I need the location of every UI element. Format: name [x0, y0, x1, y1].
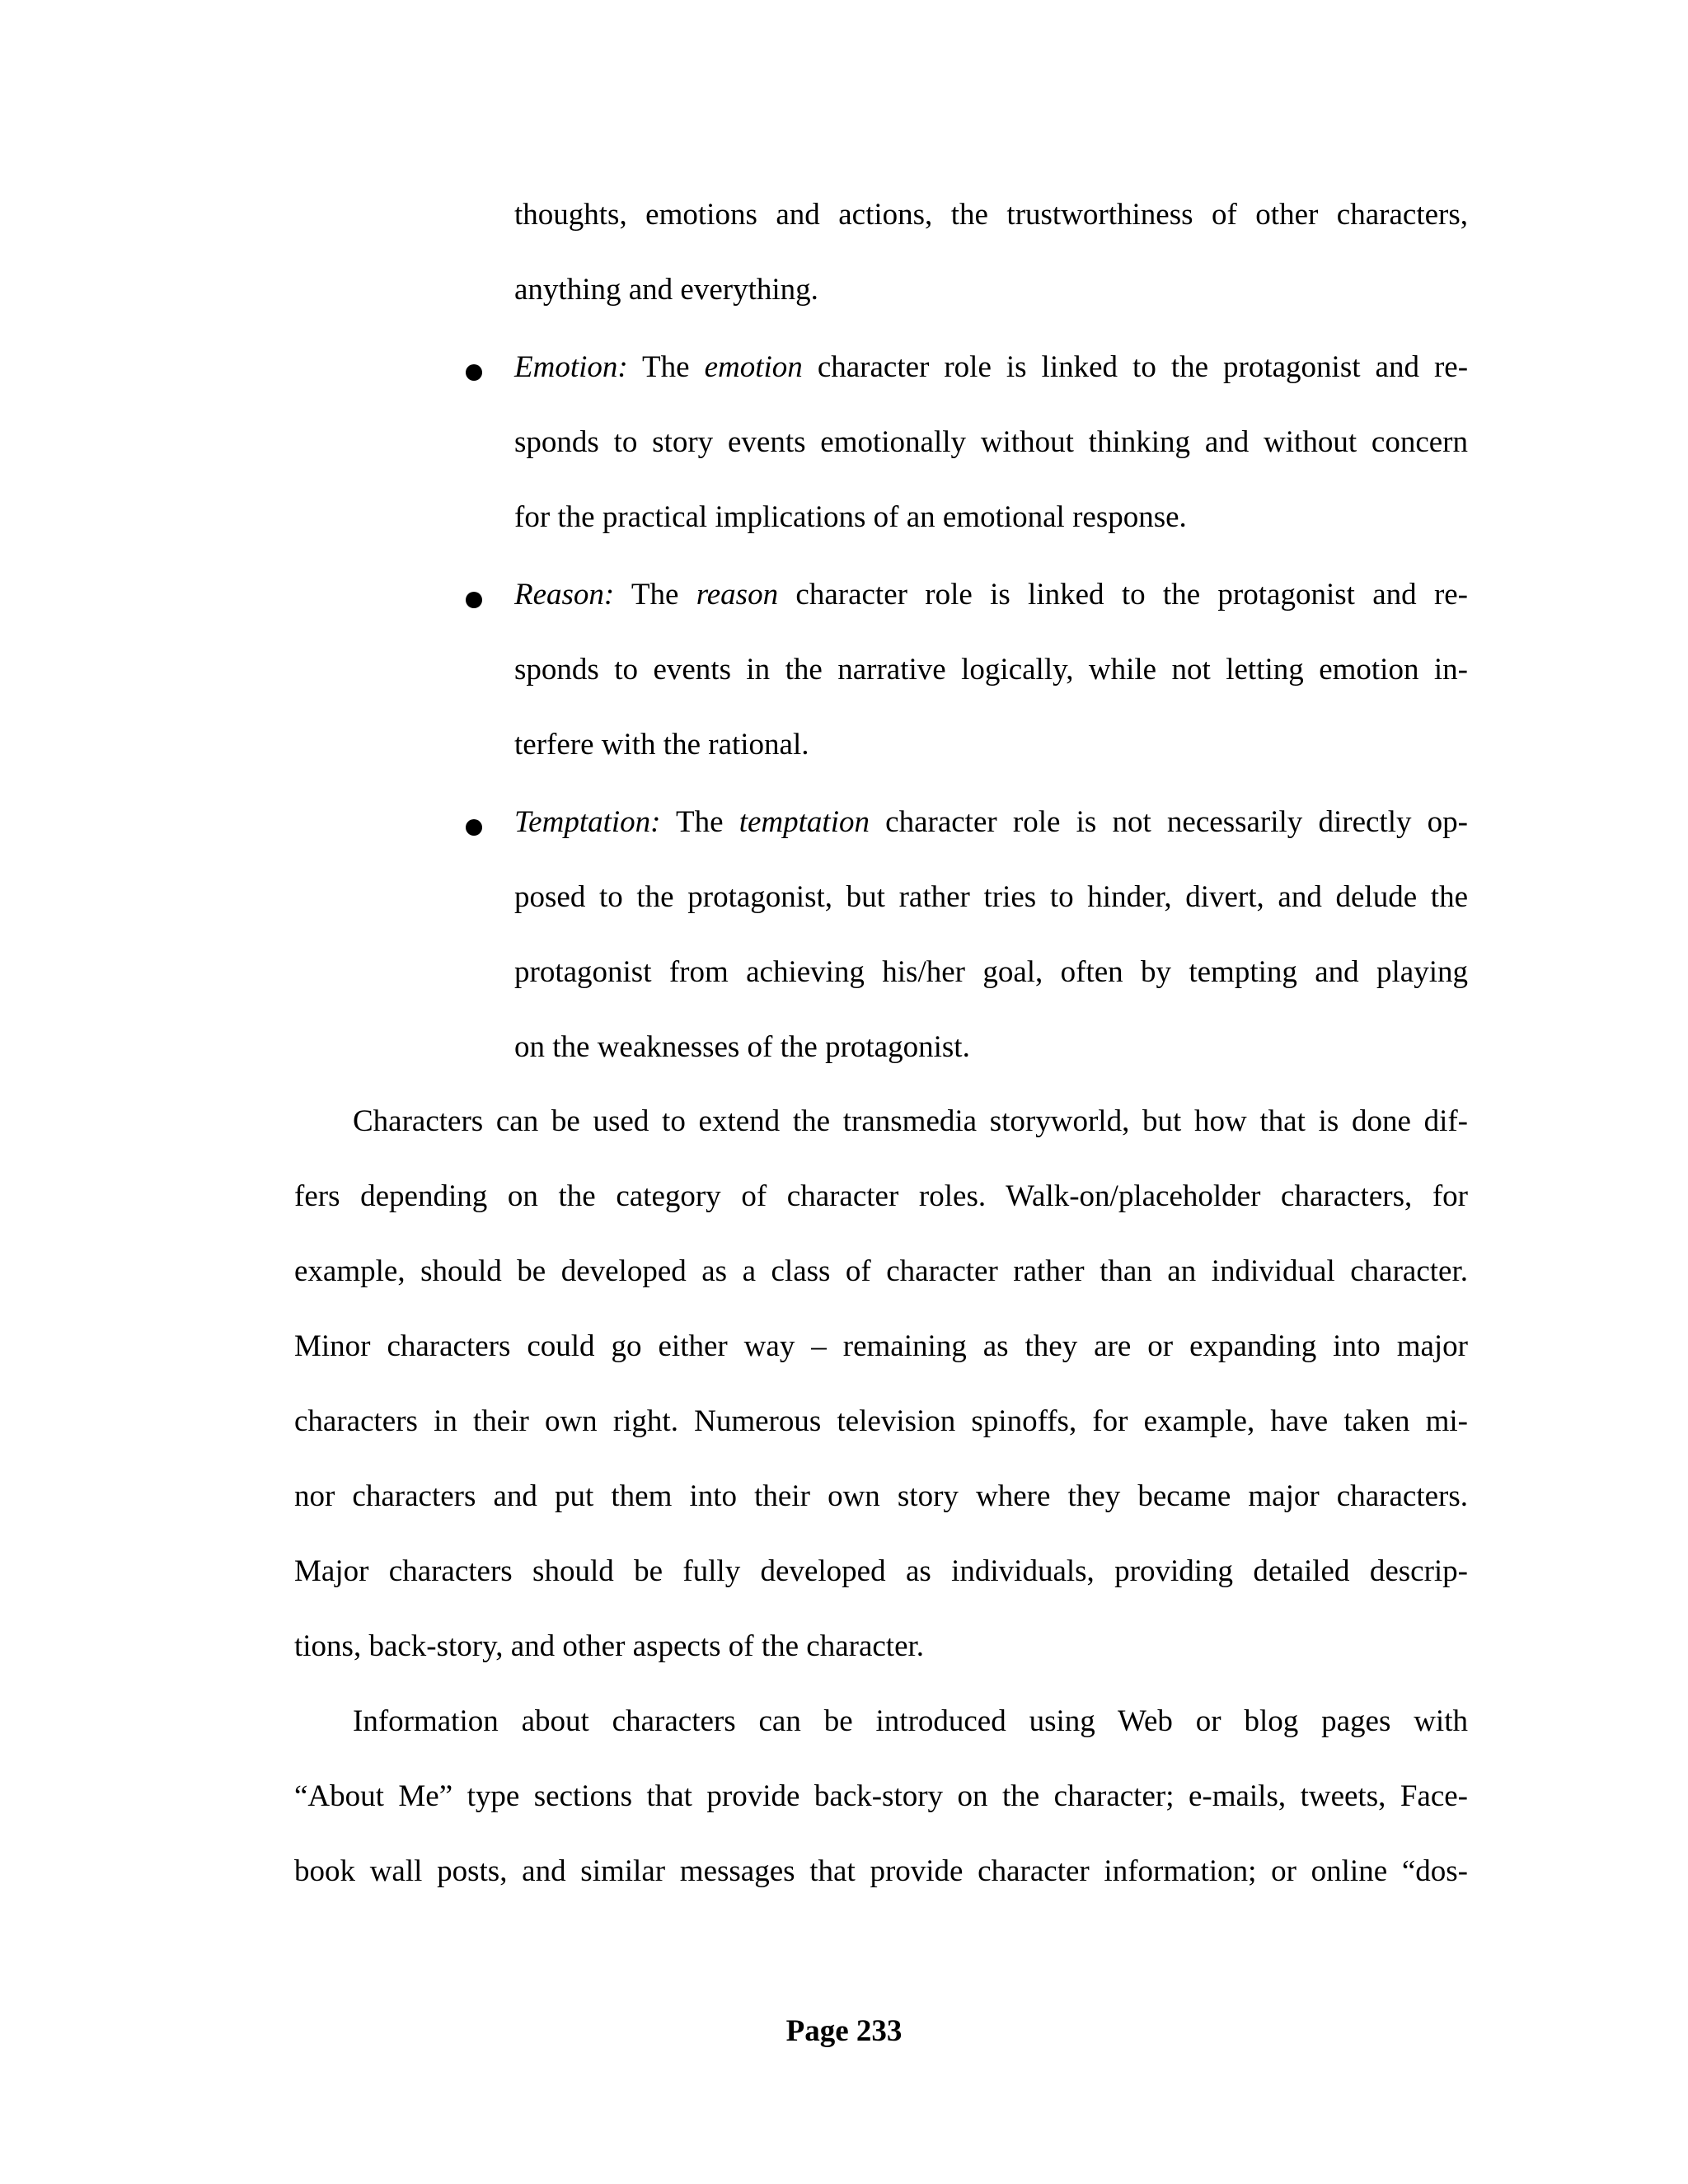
text-line: for the practical implications of an emotional response. [514, 500, 1187, 534]
text-run: character role is not necessarily directly op- [885, 805, 1468, 839]
paragraph-first-line: Information about characters can be introduced using Web or blog pages with [353, 1704, 1468, 1738]
term: emotion [704, 350, 803, 384]
text-line: terfere with the rational. [514, 728, 809, 762]
bullet-label: Temptation: [514, 805, 661, 839]
bullet-item-reason [514, 577, 1468, 613]
text-line: characters in their own right. Numerous television spinoffs, for example, have taken mi- [294, 1404, 1468, 1438]
text-run: The [631, 578, 679, 612]
text-line: nor characters and put them into their own story where they became major characters. [294, 1479, 1468, 1513]
text-line: anything and everything. [514, 273, 818, 307]
text-line: example, should be developed as a class of character rather than an individual character. [294, 1254, 1468, 1288]
bullet-label: Reason: [514, 578, 615, 612]
text-run: character role is linked to the protagonist and re- [795, 578, 1469, 612]
paragraph-first-line: Characters can be used to extend the transmedia storyworld, but how that is done dif- [353, 1104, 1468, 1138]
text-line: tions, back-story, and other aspects of the character. [294, 1629, 925, 1663]
text-line: thoughts, emotions and actions, the trustworthiness of other characters, [514, 198, 1468, 232]
text-line: on the weaknesses of the protagonist. [514, 1030, 970, 1064]
text-line: “About Me” type sections that provide back-story on the character; e-mails, tweets, Face- [294, 1779, 1468, 1813]
bullet-label: Emotion: [514, 350, 628, 384]
text-run: The [676, 805, 724, 839]
bullet-item-temptation [514, 804, 1468, 841]
text-run: The [642, 350, 690, 384]
term: reason [696, 578, 779, 612]
text-line: Minor characters could go either way – remaining as they are or expanding into major [294, 1329, 1468, 1363]
text-line: protagonist from achieving his/her goal, often by tempting and playing [514, 955, 1468, 989]
text-line: sponds to story events emotionally without thinking and without concern [514, 425, 1468, 459]
text-line: fers depending on the category of character roles. Walk-on/placeholder characters, for [294, 1179, 1468, 1213]
text-line: sponds to events in the narrative logically, while not letting emotion in- [514, 653, 1468, 687]
text-line: posed to the protagonist, but rather tries to hinder, divert, and delude the [514, 880, 1468, 914]
text-line: book wall posts, and similar messages that provide character information; or online “dos- [294, 1854, 1468, 1888]
bullet-icon [466, 364, 482, 381]
text-line: Major characters should be fully developed as individuals, providing detailed descrip- [294, 1554, 1468, 1588]
bullet-item-emotion [514, 349, 1468, 386]
bullet-icon [466, 592, 482, 608]
page-number: Page 233 [785, 2014, 903, 2048]
bullet-icon [466, 819, 482, 836]
term: temptation [738, 805, 870, 839]
text-run: character role is linked to the protagonist and re- [817, 350, 1469, 384]
